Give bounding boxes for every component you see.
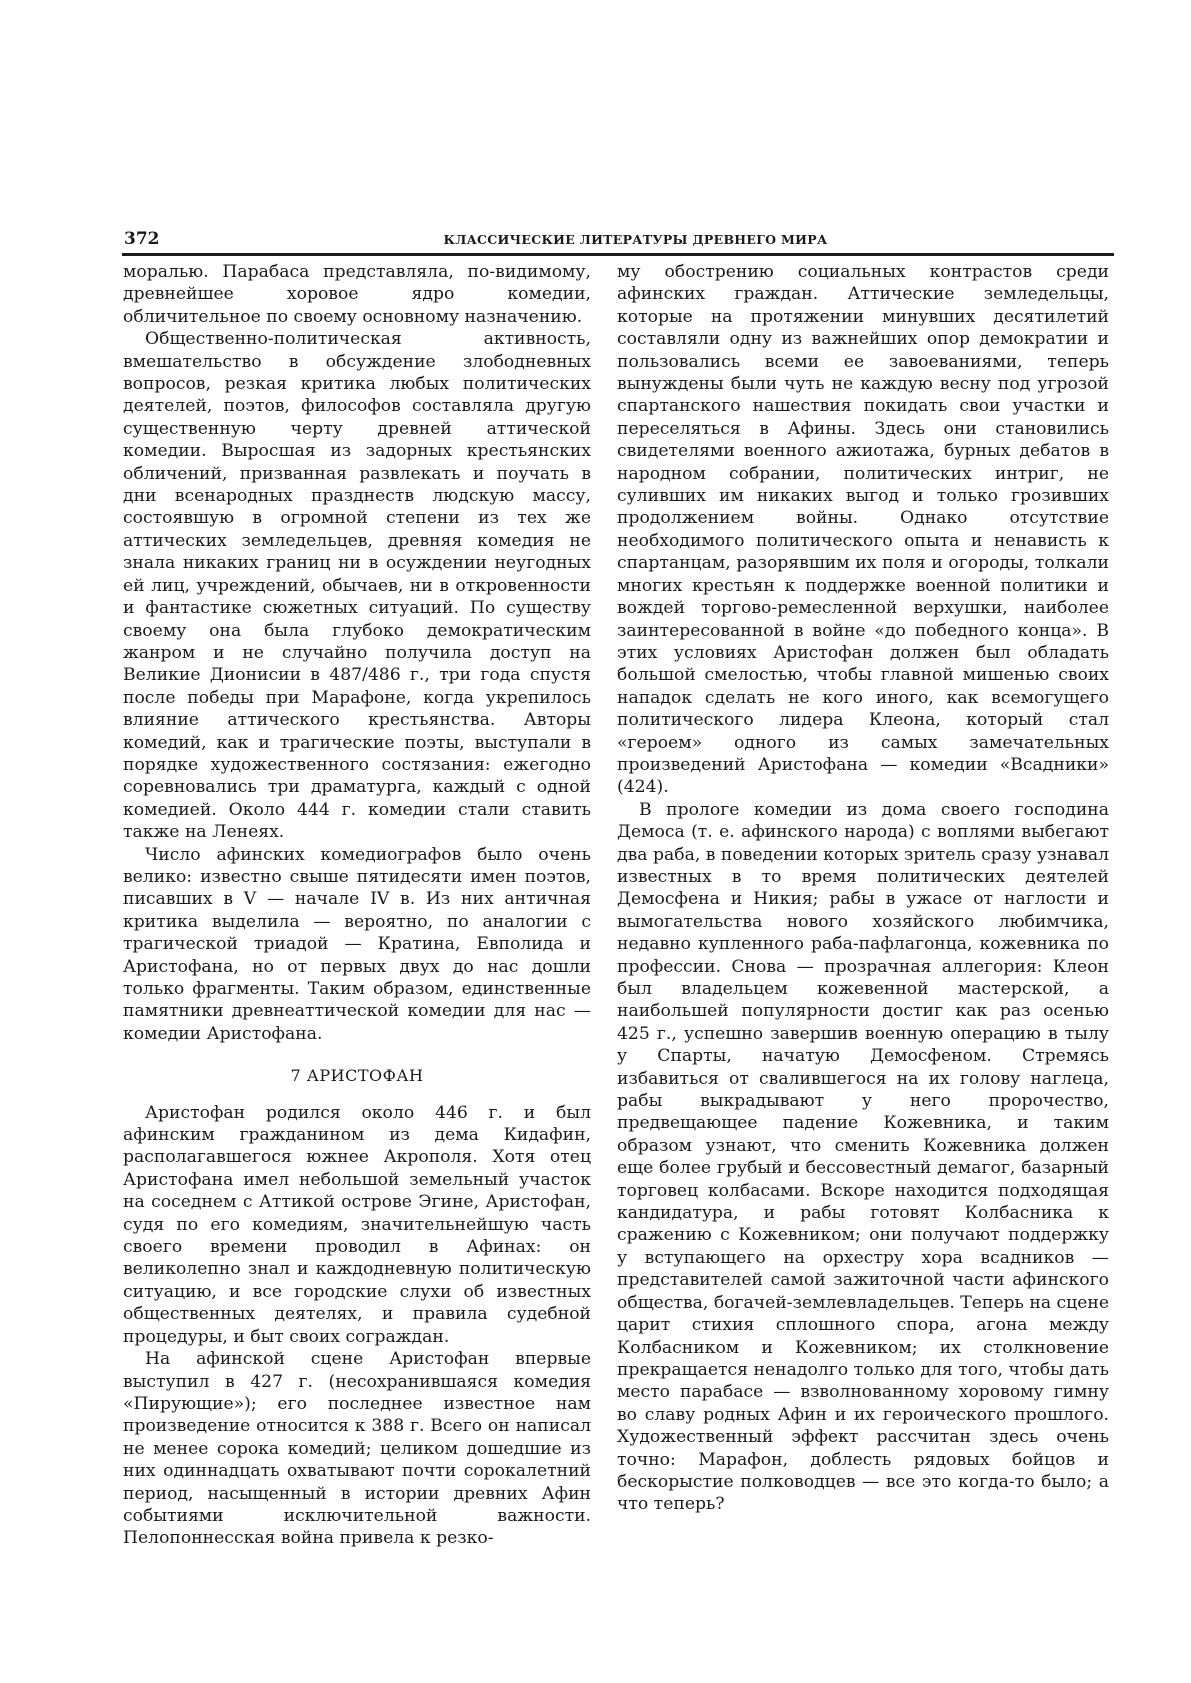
paragraph: Число афинских комедиографов было очень велико: известно свыше пятидесяти имен поэтов, писавших в V — начале IV в. Из них античная критика выделила — вероятно, по аналогии с трагической триадой — Кратина, Евполида и Аристофана, но от первых двух до нас дошли только фрагменты. Таким образом, единственные памятники древнеаттической комедии для нас — комедии Аристофана.: [123, 844, 591, 1044]
section-heading: 7 АРИСТОФАН: [290, 1066, 424, 1086]
paragraph: В прологе комедии из дома своего господина Демоса (т. е. афинского народа) с воплями выбегают два раба, в поведении которых зритель сразу узнавал известных в то время политических деятелей Демосфена и Никия; рабы в ужасе от наглости и вымогательства нового хозяйского любимчика, недавно купленного раба-пафлагонца, кожевника по профессии. Снова — прозрачная аллегория: Клеон был владельцем кожевенной мастерской, а наибольшей популярности достиг как раз осенью 425 г., успешно завершив военную операцию в тылу у Спарты, начатую Демосфеном. Стремясь избавиться от свалившегося на их голову наглеца, рабы выкрадывают у него пророчество, предвещающее падение Кожевника, и таким образом узнают, что сменить Кожевника должен еще более грубый и бессовестный демагог, базарный торговец колбасами. Вскоре находится подходящая кандидатура, и рабы готовят Колбасника к сражению с Кожевником; они получают поддержку у вступающего на орхестру хора всадников — представителей самой зажиточной части афинского общества, богачей-землевладельцев. Теперь на сцене царит стихия сплошного спора, агона между Колбасником и Кожевником; их столкновение прекращается ненадолго только для того, чтобы дать место парабасе — взволнованному хоровому гимну во славу родных Афин и их героического прошлого. Художественный эффект рассчитан здесь очень точно: Марафон, доблесть рядовых бойцов и бескорыстие полководцев — все это когда-то было; а что теперь?: [617, 799, 1110, 1515]
header-rule: [122, 253, 1114, 256]
page-number: 372: [124, 229, 160, 249]
paragraph: моралью. Парабаса представляла, по-видимому, древнейшее хоровое ядро комедии, обличительное по своему основному назначению.: [123, 262, 591, 327]
paragraph: На афинской сцене Аристофан впервые выступил в 427 г. (несохранившаяся комедия «Пирующие»); его последнее известное нам произведение относится к 388 г. Всего он написал не менее сорока комедий; целиком дошедшие из них одиннадцать охватывают почти сорокалетний период, насыщенный в истории древних Афин событиями исключительной важности. Пелопоннесская война привела к резко-: [123, 1349, 591, 1549]
running-head: КЛАССИЧЕСКИЕ ЛИТЕРАТУРЫ ДРЕВНЕГО МИРА: [443, 232, 828, 247]
paragraph: Аристофан родился около 446 г. и был афинским гражданином из дема Кидафин, располагавшегося южнее Акрополя. Хотя отец Аристофана имел небольшой земельный участок на соседнем с Аттикой острове Эгине, Аристофан, судя по его комедиям, значительнейшую часть своего времени проводил в Афинах: он великолепно знал и каждодневную политическую ситуацию, и все городские слухи об известных общественных деятелях, и правила судебной процедуры, и быт своих сограждан.: [123, 1102, 591, 1347]
right-column: [617, 261, 1109, 1516]
left-column: [123, 261, 591, 1550]
paragraph: му обострению социальных контрастов среди афинских граждан. Аттические земледельцы, которые на протяжении минувших десятилетий составляли одну из важнейших опор демократии и пользовались всеми ее завоеваниями, теперь вынуждены были чуть не каждую весну под угрозой спартанского нашествия покидать свои участки и переселяться в Афины. Здесь они становились свидетелями военного ажиотажа, бурных дебатов в народном собрании, политических интриг, не суливших им никаких выгод и только грозивших продолжением войны. Однако отсутствие необходимого политического опыта и ненависть к спартанцам, разорявшим их поля и огороды, толкали многих крестьян к поддержке военной политики и вождей торгово-ремесленной верхушки, наиболее заинтересованной в войне «до победного конца». В этих условиях Аристофан должен был обладать большой смелостью, чтобы главной мишенью своих нападок сделать не кого иного, как всемогущего политического лидера Клеона, который стал «героем» одного из самых замечательных произведений Аристофана — комедии «Всадники» (424).: [617, 262, 1109, 798]
paragraph: Общественно-политическая активность, вмешательство в обсуждение злободневных вопросов, резкая критика любых политических деятелей, поэтов, философов составляла другую существенную черту древней аттической комедии. Выросшая из задорных крестьянских обличений, призванная развлекать и поучать в дни всенародных празднеств людскую массу, состоявшую в огромной степени из тех же аттических земледельцев, древняя комедия не знала никаких границ ни в осуждении неугодных ей лиц, учреждений, обычаев, ни в откровенности и фантастике сюжетных ситуаций. По существу своему она была глубоко демократическим жанром и не случайно получила доступ на Великие Дионисии в 487/486 г., три года спустя после победы при Марафоне, когда укрепилось влияние аттического крестьянства. Авторы комедий, как и трагические поэты, выступали в порядке художественного состязания: ежегодно соревновались три драматурга, каждый с одной комедией. Около 444 г. комедии стали ставить также на Ленеях.: [123, 329, 591, 843]
